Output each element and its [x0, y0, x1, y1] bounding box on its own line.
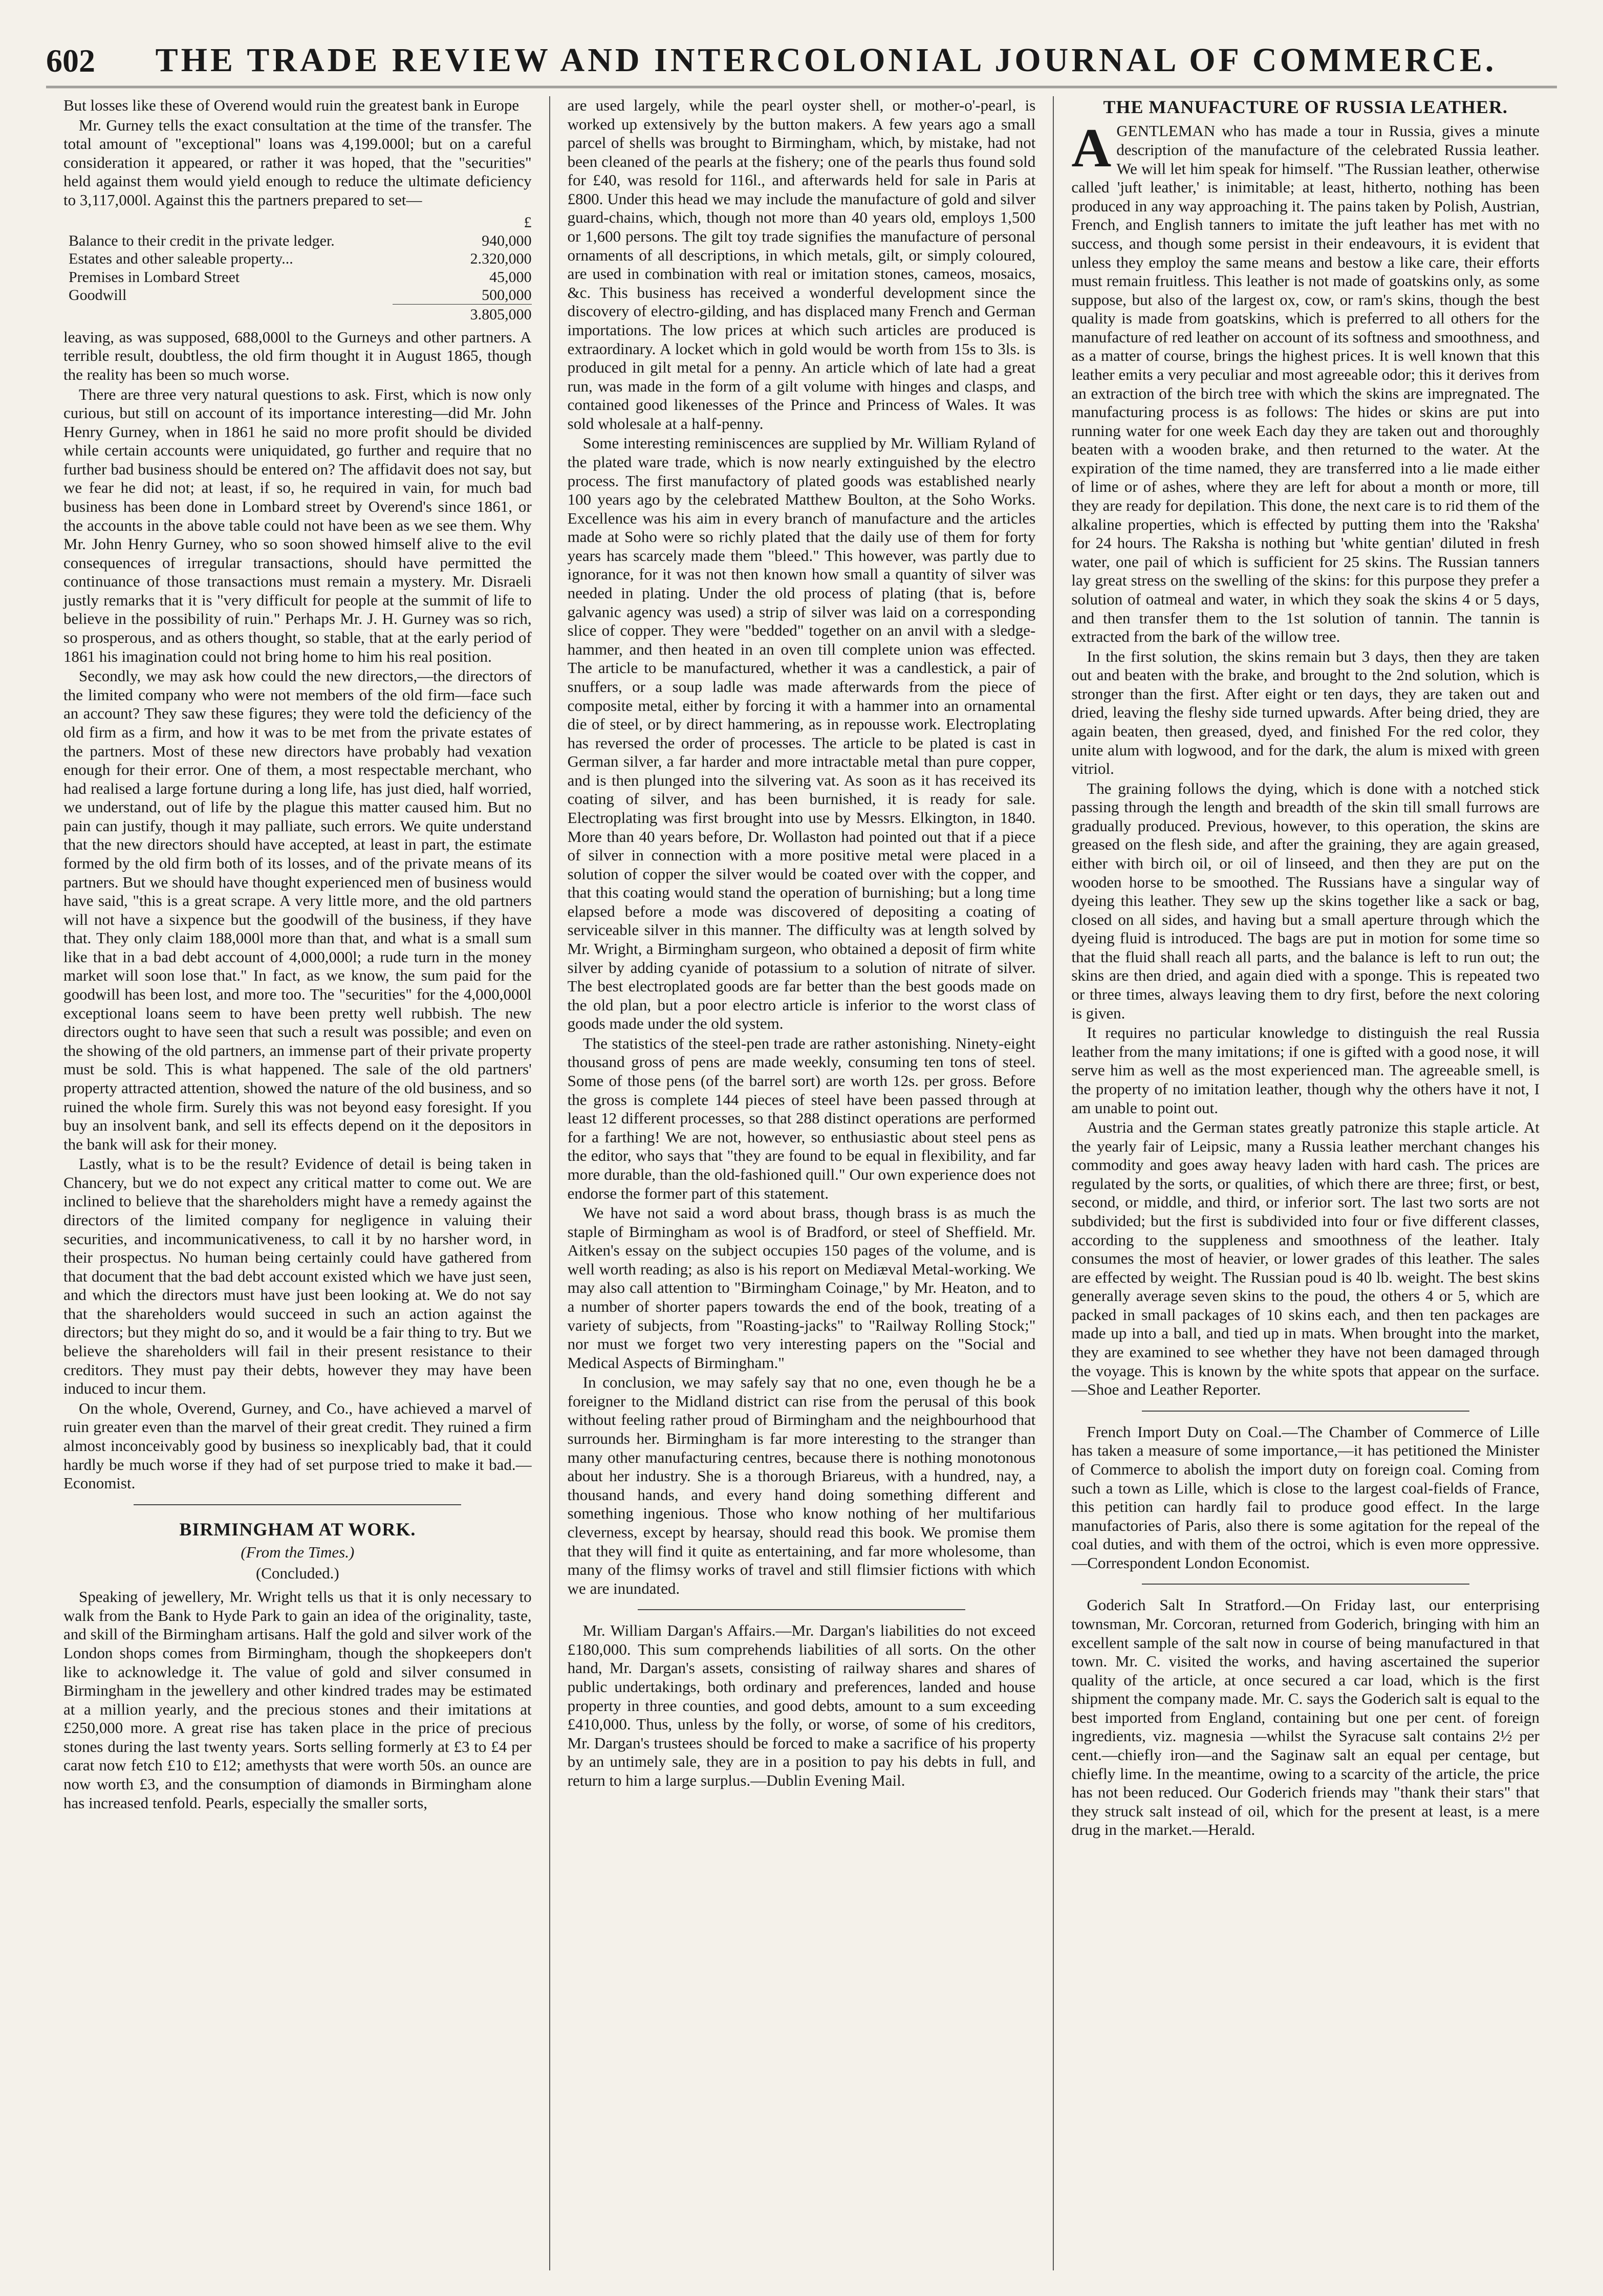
masthead-title: THE TRADE REVIEW AND INTERCOLONIAL JOURNAL OF COMMERCE. — [155, 41, 1497, 79]
divider — [638, 1609, 965, 1610]
section-title: BIRMINGHAM AT WORK. — [179, 1519, 416, 1540]
page-header — [46, 30, 1557, 88]
page-number: 602 — [46, 42, 95, 79]
ledger-total: 3.805,000 — [393, 304, 531, 323]
paragraph: Lastly, what is to be the result? Evidence of detail is being taken in Chancery, but we do not expect any critical matter to come out. We are inclined to believe that the shareholders might have a remedy against the directors of the limited company for negligence in valuing their securities, and incommunicativeness, to call it by no harsher word, in their prospectus. No human being certainly could have gathered from that document that the bad debt account existed which we have just seen, and which the directors must have just been looking at. We do not say that the shareholders would succeed in such an action against the directors; but they might do so, and it would be a fair thing to try. But we believe the shareholders will fail in their present resistance to their creditors. They must pay their debts, however they may have been induced to incur them. — [63, 1155, 532, 1398]
paragraph: The statistics of the steel-pen trade are rather astonishing. Ninety-eight thousand gross of pens are made weekly, consuming ten tons of steel. Some of those pens (of the barrel sort) are worth 12s. per gross. Before the gross is complete 144 pieces of steel have been passed through at least 12 different processes, so that 288 distinct operations are performed for a farthing! We are not, however, so enthusiastic about steel pens as the editor, who says that "they are found to be equal in flexibility, and far more durable, than the old-fashioned quill." Our own experience does not endorse the former part of this statement. — [567, 1034, 1036, 1202]
ledger-label: Goodwill — [69, 287, 127, 304]
ledger-label: Balance to their credit in the private ledger. — [69, 232, 335, 249]
ledger-currency-row — [69, 213, 532, 231]
ledger-currency: £ — [524, 214, 532, 231]
article-title: THE MANUFACTURE OF RUSSIA LEATHER. — [1103, 97, 1508, 117]
divider — [1142, 1584, 1469, 1585]
paragraph: Mr. William Dargan's Affairs.—Mr. Dargan's liabilities do not exceed £180,000. This sum comprehends liabilities of all sorts. On the other hand, Mr. Dargan's assets, consisting of railway shares and shares of public undertakings, both ordinary and preferences, landed and house property in three counties, and good debts, amount to a sum exceeding £410,000. Thus, unless by the folly, or worse, of some of his creditors, Mr. Dargan's trustees should be forced to make a sacrifice of his property by an untimely sale, they are in a position to pay his debts in full, and return to him a large surplus.—Dublin Evening Mail. — [567, 1621, 1036, 1789]
section-note: (Concluded.) — [255, 1564, 339, 1582]
paragraph: But losses like these of Overend would ruin the greatest bank in Europe — [63, 96, 519, 114]
ledger-row — [69, 250, 532, 268]
paragraph: Speaking of jewellery, Mr. Wright tells us that it is only necessary to walk from the Bank to Hyde Park to gain an idea of the originality, taste, and skill of the Birmingham artisans. Half the gold and silver work of the London shops comes from Birmingham, though the shopkeepers don't like to acknowledge it. The value of gold and silver consumed in Birmingham in the jewellery and other kindred trades may be estimated at a million yearly, and the precious stones and their imitations at £250,000 more. A great rise has taken place in the price of precious stones during the last twenty years. Sorts selling formerly at £3 to £4 per carat now fetch £10 to £12; amethysts that were worth 50s. an ounce are now worth £3, and the consumption of diamonds in Birmingham alone has increased tenfold. Pearls, especially the smaller sorts, — [63, 1588, 532, 1812]
ledger-label: Premises in Lombard Street — [69, 268, 240, 286]
paragraph — [1071, 118, 1540, 646]
paragraph: In conclusion, we may safely say that no one, even though he be a foreigner to the Midland district can rise from the perusal of this book without feeling rather proud of Birmingham and the neighbourhood that surrounds her. Birmingham is far more interesting to the stranger than many other manufacturing centres, because there is nothing monotonous about her industry. She is a thorough Briareus, with a hundred, nay, a thousand hands, and every hand doing something different and something ingenious. Those who know nothing of her multifarious cleverness, except by hearsay, should read this book. We promise them that they will find it quite as entertaining, and far more wholesome, than many of the flimsy works of travel and still flimsier fictions with which we are inundated. — [567, 1373, 1036, 1597]
column-2 — [549, 96, 1053, 2270]
ledger-amount: 940,000 — [482, 232, 532, 249]
paragraph: In the first solution, the skins remain but 3 days, then they are taken out and beaten with the brake, and brought to the 2nd solution, which is stronger than the first. After eight or ten days, they are taken out and dried, leaving the fleshy side turned upwards. After being dried, they are again beaten, then greased, dyed, and finished For the red color, they unite alum with logwood, and for the dark, the alum is mixed with green vitriol. — [1071, 647, 1540, 778]
paragraph: are used largely, while the pearl oyster shell, or mother-o'-pearl, is worked up extensively by the button makers. A few years ago a small parcel of shells was brought to Birmingham, which, by mistake, had not been cleaned of the pearls at the fishery; one of the pearls thus found sold for £40, was resold for 116l., and afterwards held for sale in Paris at £800. Under this head we may include the manufacture of gold and silver guard-chains, which, though not more than 40 years old, employs 1,500 or 1,600 persons. The gilt toy trade signifies the manufacture of personal ornaments of all descriptions, in which metals, gilt, or simply coloured, are used in combination with real or imitation stones, cameos, mosaics, &c. This business has received a wonderful development since the discovery of electro-gilding, and has displaced many French and German importations. The low prices at which such articles are produced is extraordinary. A locket which in gold would be worth from 15s to 3ls. is produced in gilt metal for a penny. An article which of late had a great run, was made in the form of a gilt volume with hinges and clasps, and contained good likenesses of the Prince and Princess of Wales. It was sold wholesale at a half-penny. — [567, 96, 1036, 432]
paragraph: Austria and the German states greatly patronize this staple article. At the yearly fair of Leipsic, many a Russia leather merchant changes his commodity and goes away heavy laden with hard cash. The prices are regulated by the sorts, or qualities, of which there are three; first, or best, second, or middle, and third, or inferior sort. The last two sorts are not subdivided; but the first is subdivided into four or five different classes, according to the suppleness and smoothness of the leather. Italy consumes the most of heavier, or lower grades of this leather. The sales are effected by weight. The Russian poud is 40 lb. weight. The best skins generally average seven skins to the poud, the others 4 or 5, which are packed in small packages of 10 skins each, and then ten packages are made up into a ball, and tied up in mats. When brought into the market, they are examined to see whether they have not been damaged through the voyage. This is known by the white spots that appear on the surface.—Shoe and Leather Reporter. — [1071, 1118, 1540, 1399]
section-source: (From the Times.) — [241, 1543, 355, 1562]
paragraph: We have not said a word about brass, though brass is as much the staple of Birmingham as wool is of Bradford, or steel of Sheffield. Mr. Aitken's essay on the subject occupies 150 pages of the volume, and is well worth reading; as also is his report on Mediæval Metal-working. We may also call attention to "Birmingham Coinage," by Mr. Heaton, and to a number of shorter papers towards the end of the book, treating of a variety of subjects, from "Roasting-jacks" to "Railway Rolling Stock;" nor must we forget two very interesting papers on the "Social and Medical Aspects of Birmingham." — [567, 1204, 1036, 1372]
ledger-table — [69, 213, 532, 323]
divider — [134, 1504, 461, 1505]
paragraph: Secondly, we may ask how could the new directors,—the directors of the limited company who were not members of the old firm—face such an account? They saw these figures; they were told the deficiency of the old firm as a firm, and how it was to be met from the private estates of the partners. Most of these new directors have probably had vexation enough for their error. One of them, a most respectable merchant, who had realised a large fortune during a long life, has just died, half worried, we understand, out of life by the plague this matter caused him. But no pain can justify, though it may palliate, such errors. We quite understand that the new directors should have accepted, at least in part, the estimate formed by the old firm both of its losses, and of the private means of its partners. But we should have thought experienced men of business would have said, "this is a great scrape. A very little more, and the old partners will not have a sixpence but the goodwill of the business, if they have that. They only claim 188,000l more than that, and what is a small sum like that in a bad debt account of 4,000,000l; a rude turn in the money market will soon lose that." In fact, as we know, the sum paid for the goodwill has been lost, and more too. The "securities" for the 4,000,000l exceptional loans seem to have been pretty well rubbish. The new directors ought to have seen that such a result was possible; and even on the showing of the old partners, an immense part of their private property must be sold. This is what happened. The sale of the old partners' property attracted attention, showed the nature of the old business, and so ruined the whole firm. Surely this was not beyond easy foresight. If you buy an insolvent bank, and sell its effects depend on it the depositors in the bank will ask for their money. — [63, 667, 532, 1153]
divider — [1142, 1411, 1469, 1412]
paragraph: It requires no particular knowledge to distinguish the real Russia leather from the many imitations; if one is gifted with a good nose, it will serve him as well as the most experienced man. The agreeable smell, is the property of no imitation leather, though why the others have it not, I am unable to point out. — [1071, 1024, 1540, 1117]
ledger-row — [69, 232, 532, 250]
ledger-amount: 45,000 — [489, 268, 532, 286]
paragraph: Goderich Salt In Stratford.—On Friday last, our enterprising townsman, Mr. Corcoran, returned from Goderich, bringing with him an excellent sample of the salt now in course of being manufactured in that town. Mr. C. visited the works, and having ascertained the superior quality of the article, at once secured a car load, which is the first shipment the company made. Mr. C. says the Goderich salt is equal to the best imported from England, containing but one per cent. of foreign ingredients, viz. magnesia —whilst the Syracuse salt contains 2½ per cent.—chiefly iron—and the Saginaw salt an equal per centage, but chiefly lime. In the meantime, owing to a scarcity of the article, the price has not been reduced. Our Goderich friends may "thank their stars" that they struck salt instead of oil, which for the present at least, is a mere drug in the market.—Herald. — [1071, 1596, 1540, 1839]
ledger-amount: 2.320,000 — [470, 250, 532, 268]
paragraph: On the whole, Overend, Gurney, and Co., have achieved a marvel of ruin greater even than the marvel of their great credit. They ruined a firm almost inconceivably good by business so inexplicably bad, that it could hardly be much worse if they had of set purpose tried to make it bad.—Economist. — [63, 1399, 532, 1492]
paragraph: Some interesting reminiscences are supplied by Mr. William Ryland of the plated ware trade, which is now nearly extinguished by the electro process. The first manufactory of plated goods was established nearly 100 years ago by the celebrated Matthew Boulton, at the Soho Works. Excellence was his aim in every branch of manufacture and the articles made at Soho were so richly plated that the daily use of them for forty years has scarcely made them "bleed." This however, was partly due to ignorance, for it was not then known how small a quantity of silver was needed in plating. Under the old process of plating (that is, before galvanic agency was used) a strip of silver was laid on a corresponding slice of copper. They were "bedded" together on an anvil with a sledge-hammer, and then heated in an oven till complete union was effected. The article to be manufactured, whether it was a candlestick, a pair of snuffers, or a soup ladle was made afterwards from the piece of composite metal, either by forcing it with a hammer into an ornamental die of steel, or by direct hammering, as in repousse work. Electroplating has reversed the order of processes. The article to be plated is cast in German silver, a far harder and more intractable metal than pure copper, and is then plunged into the silvering vat. As soon as it has received its coating of silver, and has been burnished, it is ready for sale. Electroplating was first brought into use by Messrs. Elkington, in 1840. More than 40 years before, Dr. Wollaston had pointed out that if a piece of silver in connection with a more positive metal were placed in a solution of copper the silver would be coated over with the copper, and that this coating would stand the operation of burnishing; but a long time elapsed before a mode was discovered of depositing a coating of serviceable silver in this manner. The difficulty was at length solved by Mr. Wright, a Birmingham surgeon, who obtained a deposit of firm white silver by adding cyanide of potassium to a solution of nitrate of silver. The best electroplated goods are far better than the best goods made on the old plan, but a poor electro article is inferior to the worst class of goods made under the old system. — [567, 434, 1036, 1033]
column-3 — [1053, 96, 1557, 2270]
paragraph: Mr. Gurney tells the exact consultation at the time of the transfer. The total amount of "exceptional" loans was 4,199.000l; but on a careful consideration it appeared, or rather it was hoped, that the "securities" held against them would yield enough to reduce the ultimate deficiency to 3,117,000l. Against this the partners prepared to set— — [63, 116, 532, 209]
paragraph: French Import Duty on Coal.—The Chamber of Commerce of Lille has taken a measure of some importance,—it has petitioned the Minister of Commerce to abolish the import duty on foreign coal. Coming from such a town as Lille, which is close to the largest coal-fields of France, this petition can hardly fail to produce good effect. In the large manufactories of Paris, also there is some agitation for the repeal of the coal duties, and with them of the octroi, which is even more oppressive.—Correspondent London Economist. — [1071, 1422, 1540, 1572]
ledger-row — [69, 268, 532, 286]
paragraph: There are three very natural questions to ask. First, which is now only curious, but still on account of its importance interesting—did Mr. John Henry Gurney, when in 1861 he said no more profit should be divided while certain accounts were uniquidated, go further and require that no further bad business should be entered on? The affidavit does not say, but we fear he did not; at least, if so, he required in vain, for much bad business has been done in Lombard street by Overend's since 1861, or the accounts in the above table could not have been as we see them. Why Mr. John Henry Gurney, who so soon showed himself alive to the evil consequences of irregular transactions, should have permitted the continuance of those transactions must remain a mystery. Mr. Disraeli justly remarks that it is "very difficult for people at the summit of life to believe in the possibility of ruin." Perhaps Mr. J. H. Gurney was so rich, so prosperous, and as others thought, so stable, that at the early period of 1861 his imagination could not bring home to him his real position. — [63, 385, 532, 665]
ledger-label: Estates and other saleable property... — [69, 250, 293, 268]
column-1 — [46, 96, 549, 2270]
ledger-row — [69, 286, 532, 304]
ledger-amount: 500,000 — [482, 287, 532, 304]
columns — [46, 96, 1557, 2270]
paragraph: The graining follows the dying, which is done with a notched stick passing through the length and breadth of the skin till small furrows are gradually produced. Previous, however, to this operation, the skins are greased on the flesh side, and after the graining, they are again greased, either with birch oil, or oil of linseed, and then they are put on the wooden horse to be smoothed. The Russians have a singular way of dyeing this leather. They sew up the skins together like a sack or bag, closed on all sides, and having but a small aperture through which the dyeing fluid is introduced. The bags are put in motion for some time so that the fluid shall reach all parts, and the balance is left to run out; the skins are then dried, and again died with a sponge. This is repeated two or three times, always leaving them to dry first, before the next coloring is given. — [1071, 779, 1540, 1022]
paragraph-text: GENTLEMAN who has made a tour in Russia, gives a minute description of the manufacture of the celebrated Russia leather. We will let him speak for himself. "The Russian leather, otherwise called 'juft leather,' is inimitable; at least, hitherto, nothing has been produced in any way approaching it. The pains taken by Polish, Austrian, French, and English tanners to imitate the juft leather has met with no success, and though some persist in their endeavours, it is evident that unless they employ the same means and bestow a like care, their efforts must remain fruitless. This leather is not made of goatskins only, as some suppose, but also of the largest ox, cow, or ram's skins, though the best quality is made from goatskins, which is preferred to all others for the manufacture of red leather on account of its softness and smoothness, and as a matter of course, brings the highest prices. It is well known that this leather emits a very peculiar and most agreeable odor; this it derives from an extraction of the birch tree with which the skins are impregnated. The manufacturing process is as follows: The hides or skins are put into running water for one week Each day they are taken out and thoroughly beaten with a wooden brake, and then returned to the water. At the expiration of the time named, they are transferred into a lie made either of lime or of ashes, where they are left for about a month or more, till they are ready for depilation. This done, the next care is to rid them of the alkaline properties, which is effected by putting them into the 'Raksha' for 24 hours. The Raksha is nothing but 'white gentian' diluted in fresh water, one pail of which is sufficient for 25 skins. The Russian tanners lay great stress on the swelling of the skins: for this purpose they prefer a solution of oatmeal and water, in which they soak the skins 4 or 5 days, and then transfer them to the 1st solution of tannin. The tannin is extracted from the bark of the willow tree. — [1071, 122, 1540, 646]
paragraph: leaving, as was supposed, 688,000l to the Gurneys and other partners. A terrible result, doubtless, the old firm thought it in August 1865, though the reality has been so much worse. — [63, 328, 532, 383]
drop-cap: A — [1071, 118, 1112, 179]
